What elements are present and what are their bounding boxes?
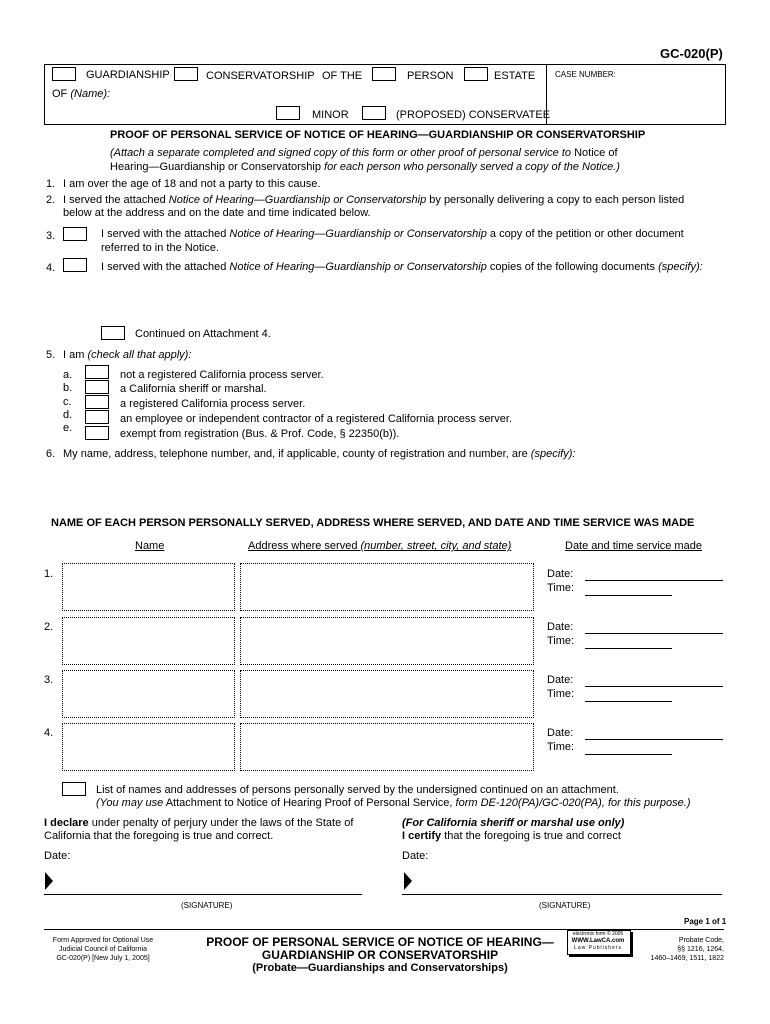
logo-line-2: WWW.LawCA.com (571, 938, 625, 944)
declare-text: I declare under penalty of perjury under the laws of the State of (44, 817, 354, 829)
footer-title-1: PROOF OF PERSONAL SERVICE OF NOTICE OF HEARING— (206, 935, 554, 949)
sheriff-note: (For California sheriff or marshal use only) (402, 817, 625, 829)
form-title: PROOF OF PERSONAL SERVICE OF NOTICE OF HEARING—GUARDIANSHIP OR CONSERVATORSHIP (110, 129, 646, 141)
conservatee-checkbox[interactable] (362, 106, 386, 120)
minor-checkbox[interactable] (276, 106, 300, 120)
item-5c-checkbox[interactable] (85, 395, 109, 409)
left-date-label: Date: (44, 850, 71, 862)
of-the-label: OF THE (322, 70, 363, 82)
item-4-text: I served with the attached Notice of Hearing—Guardianship or Conservatorship copies of the following documents (specify): (101, 261, 703, 273)
row-2-name-field[interactable] (62, 617, 235, 665)
item-5b-checkbox[interactable] (85, 380, 109, 394)
attach-instruction-1: (Attach a separate completed and signed copy of this form or other proof of personal service to Notice of (110, 147, 618, 159)
item-5e-checkbox[interactable] (85, 426, 109, 440)
row-4-address-field[interactable] (240, 723, 534, 771)
row-1-time-field[interactable] (585, 595, 672, 596)
continued-attachment-4-checkbox[interactable] (101, 326, 125, 340)
continued-list-checkbox[interactable] (62, 782, 86, 796)
row-2-address-field[interactable] (240, 617, 534, 665)
row-4-name-field[interactable] (62, 723, 235, 771)
item-4-checkbox[interactable] (63, 258, 87, 272)
logo-line-1: electronic form © 2005 (572, 931, 624, 937)
item-3-checkbox[interactable] (63, 227, 87, 241)
col-datetime-header: Date and time service made (565, 540, 702, 552)
row-2-date-field[interactable] (585, 633, 723, 634)
right-signature-field[interactable] (402, 894, 722, 895)
row-3-date-field[interactable] (585, 686, 723, 687)
footer-title-2: GUARDIANSHIP OR CONSERVATORSHIP (261, 948, 499, 962)
logo-line-3: Law Publishers (574, 945, 622, 951)
col-name-header: Name (135, 540, 165, 552)
row-3-time-field[interactable] (585, 701, 672, 702)
continued-attachment-4-label: Continued on Attachment 4. (135, 328, 271, 340)
guardianship-label: GUARDIANSHIP (86, 69, 170, 81)
left-signature-label: (SIGNATURE) (181, 901, 233, 910)
item-3-text: I served with the attached Notice of Hearing—Guardianship or Conservatorship a copy of the petition or other document (101, 228, 684, 240)
estate-label: ESTATE (494, 70, 536, 82)
item-1-text: I am over the age of 18 and not a party to this cause. (63, 178, 321, 190)
declare-text-line2: California that the foregoing is true and correct. (44, 830, 274, 842)
conservatorship-label: CONSERVATORSHIP (206, 70, 315, 82)
row-1-name-field[interactable] (62, 563, 235, 611)
footer-title-3: (Probate—Guardianships and Conservatorships) (252, 962, 508, 974)
case-number-label: CASE NUMBER: (555, 70, 616, 79)
page-number: Page 1 of 1 (684, 917, 727, 926)
item-3-text-line2: referred to in the Notice. (101, 242, 220, 254)
item-6-text: My name, address, telephone number, and, if applicable, county of registration and number, are (specify): (63, 448, 576, 460)
item-2-text-line2: below at the address and on the date and time indicated below. (63, 207, 371, 219)
right-date-label: Date: (402, 850, 429, 862)
approved-line-2: Judicial Council of California (59, 946, 147, 953)
estate-checkbox[interactable] (464, 67, 488, 81)
row-3-address-field[interactable] (240, 670, 534, 718)
conservatee-label: (PROPOSED) CONSERVATEE (396, 109, 551, 121)
row-1-address-field[interactable] (240, 563, 534, 611)
code-line-2: §§ 1216, 1264, (677, 946, 724, 953)
conservatorship-checkbox[interactable] (174, 67, 198, 81)
served-table-heading: NAME OF EACH PERSON PERSONALLY SERVED, ADDRESS WHERE SERVED, AND DATE AND TIME SERVICE WAS MADE (51, 517, 695, 529)
left-signature-arrow-icon (45, 872, 53, 890)
code-line-3: 1460–1469, 1511, 1822 (650, 955, 724, 962)
right-signature-label: (SIGNATURE) (539, 901, 591, 910)
right-signature-arrow-icon (404, 872, 412, 890)
attach-instruction-2: Hearing—Guardianship or Conservatorship for each person who personally served a copy of the Notice.) (110, 161, 620, 173)
item-5a-checkbox[interactable] (85, 365, 109, 379)
person-checkbox[interactable] (372, 67, 396, 81)
guardianship-checkbox[interactable] (52, 67, 76, 81)
item-2-text: I served the attached Notice of Hearing—Guardianship or Conservatorship by personally delivering a copy to each person listed (63, 194, 685, 206)
item-5-text: I am (check all that apply): (63, 349, 192, 361)
approved-line-3: GC-020(P) [New July 1, 2005] (56, 955, 150, 962)
left-signature-field[interactable] (44, 894, 362, 895)
item-5d-checkbox[interactable] (85, 410, 109, 424)
certify-text: I certify that the foregoing is true and correct (402, 830, 621, 842)
continued-list-label: List of names and addresses of persons personally served by the undersigned continued on an attachment. (96, 784, 619, 796)
form-number: GC-020(P) (660, 46, 723, 61)
col-address-header: Address where served (number, street, city, and state) (248, 540, 512, 552)
approved-line-1: Form Approved for Optional Use (52, 937, 154, 944)
of-name-label: OF (Name): (52, 88, 111, 100)
row-4-date-field[interactable] (585, 739, 723, 740)
row-3-name-field[interactable] (62, 670, 235, 718)
row-1-date-field[interactable] (585, 580, 723, 581)
row-4-time-field[interactable] (585, 754, 672, 755)
person-label: PERSON (407, 70, 454, 82)
row-2-time-field[interactable] (585, 648, 672, 649)
continued-list-hint: (You may use Attachment to Notice of Hearing Proof of Personal Service, form DE-120(PA)/GC-020(PA), for this purpose.) (96, 797, 691, 809)
code-line-1: Probate Code, (678, 937, 724, 944)
minor-label: MINOR (312, 109, 349, 121)
